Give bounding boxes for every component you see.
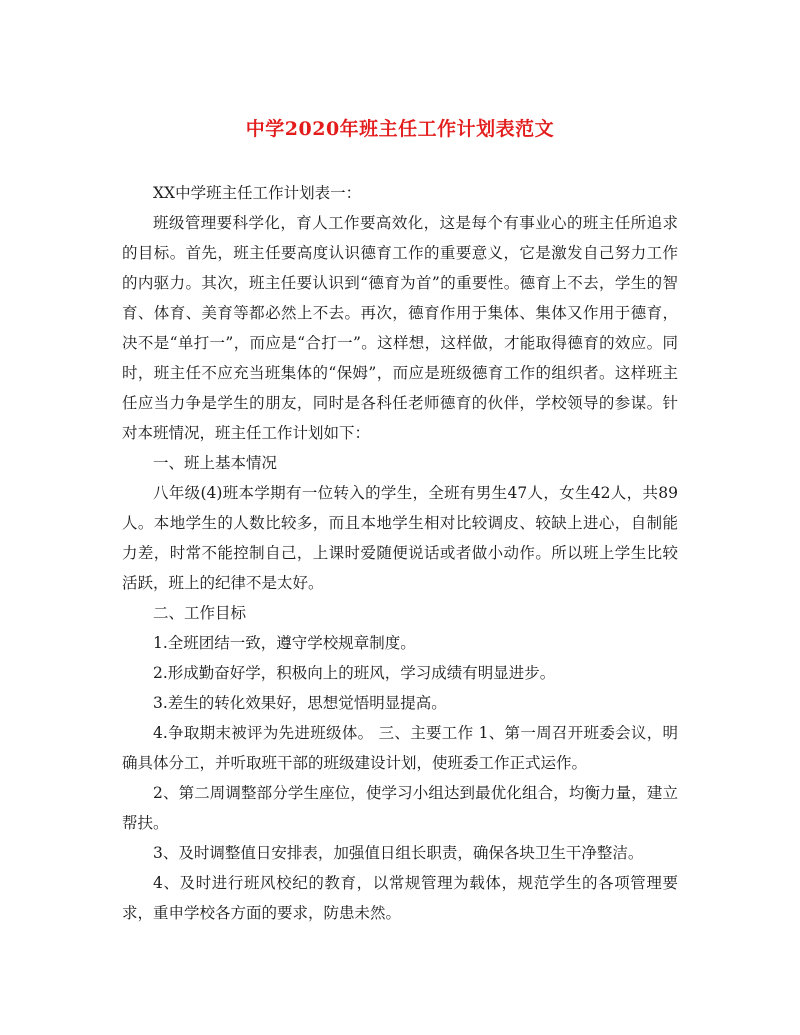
goal-item-2: 2.形成勤奋好学，积极向上的班风，学习成绩有明显进步。 [153, 664, 556, 682]
work-item-2: 2、第二周调整部分学生座位，使学习小组达到最优化组合，均衡力量，建立帮扶。 [122, 784, 678, 832]
paragraph-class-situation: 八年级(4)班本学期有一位转入的学生，全班有男生47人，女生42人，共89人。本地学生的人数比较多，而且本地学生相对比较调皮、较缺上进心，自制能力差，时常不能控制自己，上课时爱随便说话或者做小动作。所以班上学生比较活跃，班上的纪律不是太好。 [122, 484, 678, 592]
goal-item-3: 3.差生的转化效果好，思想觉悟明显提高。 [153, 694, 447, 712]
paragraph-intro: XX中学班主任工作计划表一： [153, 184, 362, 202]
goal-item-1: 1.全班团结一致，遵守学校规章制度。 [153, 634, 416, 652]
document-body [122, 178, 678, 928]
document-title: 中学2020年班主任工作计划表范文 [245, 118, 555, 140]
goal-item-4-and-work-1: 4.争取期末被评为先进班级体。 三、主要工作 1、第一周召开班委会议，明确具体分工，并听取班干部的班级建设计划，使班委工作正式运作。 [122, 724, 678, 772]
section-heading-goals: 二、工作目标 [153, 604, 247, 622]
section-heading-basic-info: 一、班上基本情况 [153, 454, 278, 472]
work-item-4: 4、及时进行班风校纪的教育，以常规管理为载体，规范学生的各项管理要求，重申学校各方面的要求，防患未然。 [122, 874, 678, 922]
paragraph-management: 班级管理要科学化，育人工作要高效化，这是每个有事业心的班主任所追求的目标。首先，班主任要高度认识德育工作的重要意义，它是激发自己努力工作的内驱力。其次，班主任要认识到“德育为首”的重要性。德育上不去，学生的智育、体育、美育等都必然上不去。再次，德育作用于集体、集体又作用于德育，决不是“单打一”，而应是“合打一”。这样想，这样做，才能取得德育的效应。同时，班主任不应充当班集体的“保姆”，而应是班级德育工作的组织者。这样班主任应当力争是学生的朋友，同时是各科任老师德育的伙伴，学校领导的参谋。针对本班情况，班主任工作计划如下： [122, 214, 678, 442]
work-item-3: 3、及时调整值日安排表，加强值日组长职责，确保各块卫生干净整洁。 [153, 844, 644, 862]
